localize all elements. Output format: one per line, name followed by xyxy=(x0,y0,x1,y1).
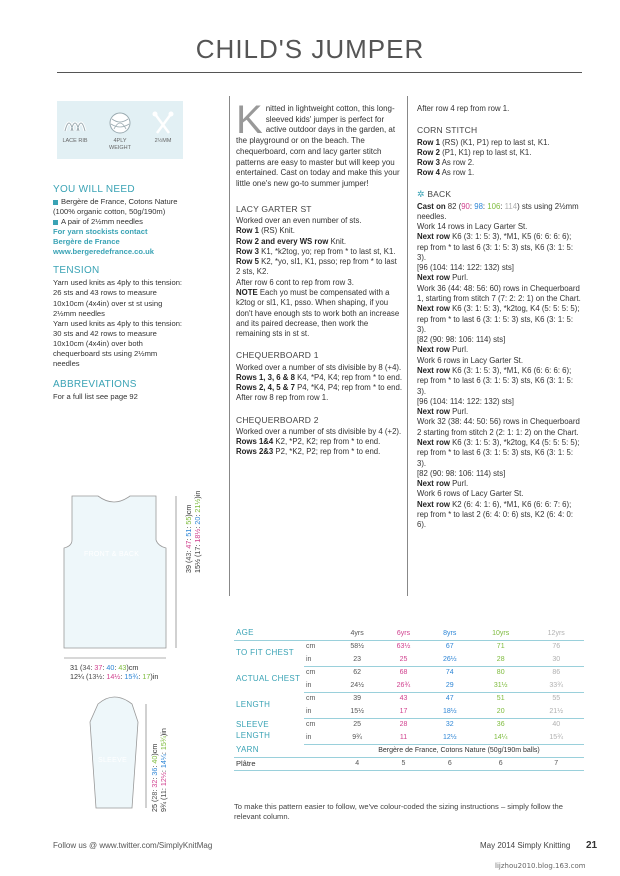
yarn-value: Bergère de France, Cotons Nature (50g/190m balls) xyxy=(334,744,584,757)
back-work-32: Work 32 (38: 44: 50: 56) rows in Chequerboard 2 starting from stitch 2 (2: 1: 1: 2) on the Chart. xyxy=(417,417,580,437)
lace-rib-icon xyxy=(63,111,87,135)
page-number: 21 xyxy=(586,840,598,851)
table-row-actual-in: in 24½ 26¾ 29 31½ 33¾ xyxy=(234,679,584,692)
table-row-sleeve-cm: SLEEVE LENGTH cm 25 28 32 36 40 xyxy=(234,718,584,731)
back-next-row-2: Next row K6 (3: 1: 5: 3), *k2tog, K4 (5: 5: 5: 5); rep from * to last 6 (3: 1: 5: 3) sts, K6 (3: 1: 5: 3). xyxy=(417,304,580,334)
abbreviations-heading: ABBREVIATIONS xyxy=(53,378,137,390)
back-work-6: Work 6 rows in Lacy Garter St. xyxy=(417,355,524,365)
back-count-1: [96 (104: 114: 122: 132) sts] xyxy=(417,263,514,273)
lacy-row-2: Row 2 and every WS row Knit. xyxy=(236,236,347,246)
table-row-chest-cm: TO FIT CHEST cm 58½ 63½ 67 71 76 xyxy=(234,640,584,653)
table-row-platre: Plâtre 4 5 6 6 7 xyxy=(234,757,584,770)
back-purl-3: Next row Purl. xyxy=(417,407,469,417)
size-table xyxy=(234,627,584,771)
table-row-yarn xyxy=(234,744,584,757)
lacy-note: NOTE Each yo must be compensated with a k2tog or sl1, K1, psso. When shaping, if you don't have enough sts to work both an increase and its paired decrease, then work the remaining sts in st st. xyxy=(236,287,400,339)
middle-column xyxy=(236,98,402,458)
platre-label: Plâtre xyxy=(234,757,304,770)
sleeve-label: SLEEVE xyxy=(98,757,128,764)
back-count-2: [82 (90: 98: 106: 114) sts] xyxy=(417,335,506,345)
tension-heading: TENSION xyxy=(53,265,100,277)
length-label: LENGTH xyxy=(236,699,271,709)
needle-size-label: 2½MM xyxy=(154,138,172,144)
stockists-line2: Bergère de France xyxy=(53,237,120,247)
chequerboard-2-heading: CHEQUERBOARD 2 xyxy=(236,414,319,425)
back-next-row-3: Next row K6 (3: 1: 5: 3), *M1, K6 (6: 6: 6: 6); rep from * to last 6 (3: 1: 5: 3) sts, K6 (3: 1: 5: 3). xyxy=(417,366,574,396)
table-row-sleeve-in: in 9¾ 11 12½ 14¼ 15¾ xyxy=(234,731,584,744)
right-column xyxy=(417,104,583,531)
back-next-row-4: Next row K6 (3: 1: 5: 3), *k2tog, K4 (5: 5: 5: 5); rep from * to last 6 (3: 1: 5: 3) sts, K6 (3: 1: 5: 3). xyxy=(417,437,580,468)
back-heading: ✲ BACK xyxy=(417,188,452,199)
cheq1-rows-b: Rows 2, 4, 5 & 7 P4, *K4, P4; rep from * to end. xyxy=(236,383,402,393)
lacy-row-1: Row 1 (RS) Knit. xyxy=(236,226,295,236)
cheq1-repeat: After row 8 rep from row 1. xyxy=(236,393,329,403)
technique-icons-panel xyxy=(57,101,183,159)
table-row-length-in: in 15½ 17 18½ 20 21½ xyxy=(234,705,584,718)
front-back-shape xyxy=(64,496,166,648)
actual-chest-label: ACTUAL CHEST xyxy=(236,673,301,683)
colour-code-note: To make this pattern easier to follow, we've colour-coded the sizing instructions – simply follow the relevant column. xyxy=(234,802,563,822)
left-column xyxy=(53,176,183,402)
lacy-repeat: After row 6 cont to rep from row 3. xyxy=(236,277,354,287)
lace-rib-label: LACE RIB xyxy=(62,138,88,144)
you-will-need-heading: YOU WILL NEED xyxy=(53,184,135,195)
table-row-actual-cm: ACTUAL CHEST cm 62 68 74 80 86 xyxy=(234,666,584,679)
back-purl-4: Next row Purl. xyxy=(417,479,469,489)
column-divider-2 xyxy=(407,96,408,596)
need-item-yarn: Bergère de France, Cotons Nature (100% organic cotton, 50g/190m) xyxy=(53,197,178,217)
cheq1-rows-a: Rows 1, 3, 6 & 8 K4, *P4, K4; rep from * to end. xyxy=(236,372,402,382)
lacy-row-5: Row 5 K2, *yo, sl1, K1, psso; rep from * to last 2 sts, K2. xyxy=(236,257,397,277)
sleeve-shape xyxy=(90,697,138,808)
table-row-length-cm: LENGTH cm 39 43 47 51 55 xyxy=(234,692,584,705)
back-work-14: Work 14 rows in Lacy Garter St. xyxy=(417,222,528,232)
title-divider xyxy=(57,72,582,73)
table-row-chest-in: in 23 25 26½ 28 30 xyxy=(234,653,584,666)
stockists-line1: For yarn stockists contact xyxy=(53,227,148,237)
cheq2-intro: Worked over a number of sts divisible by 4 (+2). xyxy=(236,426,402,436)
sleeve-length-measure: 25 (28: 32: 36: 40)cm 9¾ (11: 12½: 14¼: 15¾)in xyxy=(150,728,168,812)
back-work-36: Work 36 (44: 48: 56: 60) rows in Chequerboard 1, starting from stitch 7 (7: 2: 2: 1) on the Chart. xyxy=(417,283,581,304)
corn-row-2: Row 2 (P1, K1) rep to last st, K1. xyxy=(417,147,532,157)
front-height-measure: 39 (43: 47: 51: 55)cm 15½ (17: 18½: 20: 21½)in xyxy=(184,490,202,573)
chest-label: TO FIT CHEST xyxy=(236,647,294,657)
back-cast-on: Cast on 82 (90: 98: 106: 114) sts using 2½mm needles. xyxy=(417,201,579,221)
corn-row-3: Row 3 As row 2. xyxy=(417,158,475,168)
bullet-icon: ✲ xyxy=(417,188,425,199)
needles-icon xyxy=(151,111,175,135)
table-row-age: AGE 4yrs 6yrs 8yrs 10yrs 12yrs xyxy=(234,627,584,640)
back-work-6b: Work 6 rows of Lacy Garter St. xyxy=(417,489,524,499)
back-next-row-5: Next row K2 (6: 4: 1: 6), *M1, K6 (6: 6: 7: 6); rep from * to last 2 (6: 4: 0: 6) sts, K2 (6: 4: 0: 6). xyxy=(417,499,574,530)
back-count-4: [82 (90: 98: 106: 114) sts] xyxy=(417,468,506,478)
twitter-link[interactable]: Follow us @ www.twitter.com/SimplyKnitMag xyxy=(53,841,213,850)
issue-label: May 2014 Simply Knitting xyxy=(480,841,571,850)
corn-row-4: Row 4 As row 1. xyxy=(417,168,475,178)
cheq2-rows-b: Rows 2&3 P2, *K2, P2; rep from * to end. xyxy=(236,447,381,457)
lacy-garter-heading: LACY GARTER ST xyxy=(236,203,312,214)
age-label: AGE xyxy=(234,627,304,640)
tension-text-1: Yarn used knits as 4ply to this tension: 26 sts and 43 rows to measure 10x10cm (4x4in) over st st using 2½mm needles xyxy=(53,278,183,318)
lacy-row-3: Row 3 K1, *k2tog, yo; rep from * to last st, K1. xyxy=(236,246,396,256)
cheq2-rows-a: Rows 1&4 K2, *P2, K2; rep from * to end. xyxy=(236,437,381,447)
corn-row-1: Row 1 (RS) (K1, P1) rep to last st, K1. xyxy=(417,137,550,147)
corn-stitch-heading: CORN STITCH xyxy=(417,125,478,136)
drop-cap: K xyxy=(236,98,263,142)
yarn-weight-label: 4PLY WEIGHT xyxy=(109,138,131,151)
front-width-measure: 31 (34: 37: 40: 43)cm 12¼ (13½: 14½: 15¾: 17)in xyxy=(70,663,159,682)
intro-paragraph: Knitted in lightweight cotton, this long-sleeved kids' jumper is perfect for active outdoor days in the garden, at the playground or on the beach. The chequerboard, corn and lacy garter stitch patterns are easy to master but will keep you entertained. Cast on today and make this your little one's new go-to summer jumper! xyxy=(236,98,400,189)
need-item-needles: A pair of 2½mm needles xyxy=(53,217,183,227)
chequerboard-1-heading: CHEQUERBOARD 1 xyxy=(236,350,319,361)
back-purl-1: Next row Purl. xyxy=(417,273,469,283)
cheq2-repeat: After row 4 rep from row 1. xyxy=(417,104,510,113)
abbreviations-text: For a full list see page 92 xyxy=(53,391,138,401)
front-back-label: FRONT & BACK xyxy=(84,551,140,558)
yarn-label: YARN xyxy=(234,744,304,757)
sleeve-length-label: SLEEVE LENGTH xyxy=(236,720,271,740)
yarn-ball-icon xyxy=(108,111,132,135)
cheq1-intro: Worked over a number of sts divisible by 8 (+4). xyxy=(236,362,402,372)
stockists-url[interactable]: www.bergeredefrance.co.uk xyxy=(53,247,155,257)
back-purl-2: Next row Purl. xyxy=(417,345,469,355)
column-divider-1 xyxy=(229,96,230,596)
back-count-3: [96 (104: 114: 122: 132) sts] xyxy=(417,396,514,406)
lacy-intro: Worked over an even number of sts. xyxy=(236,215,362,225)
back-next-row-1: Next row K6 (3: 1: 5: 3), *M1, K5 (6: 6: 6: 6); rep from * to last 6 (3: 1: 5: 3) sts, K6 (3: 1: 5: 3). xyxy=(417,232,574,262)
watermark: lijzhou2010.blog.163.com xyxy=(495,862,586,870)
tension-text-2: Yarn used knits as 4ply to this tension: 30 sts and 42 rows to measure 10x10cm (4x4in) over both chequerboard sts using 2½mm needles xyxy=(53,318,183,368)
page-title: CHILD'S JUMPER xyxy=(195,34,425,64)
